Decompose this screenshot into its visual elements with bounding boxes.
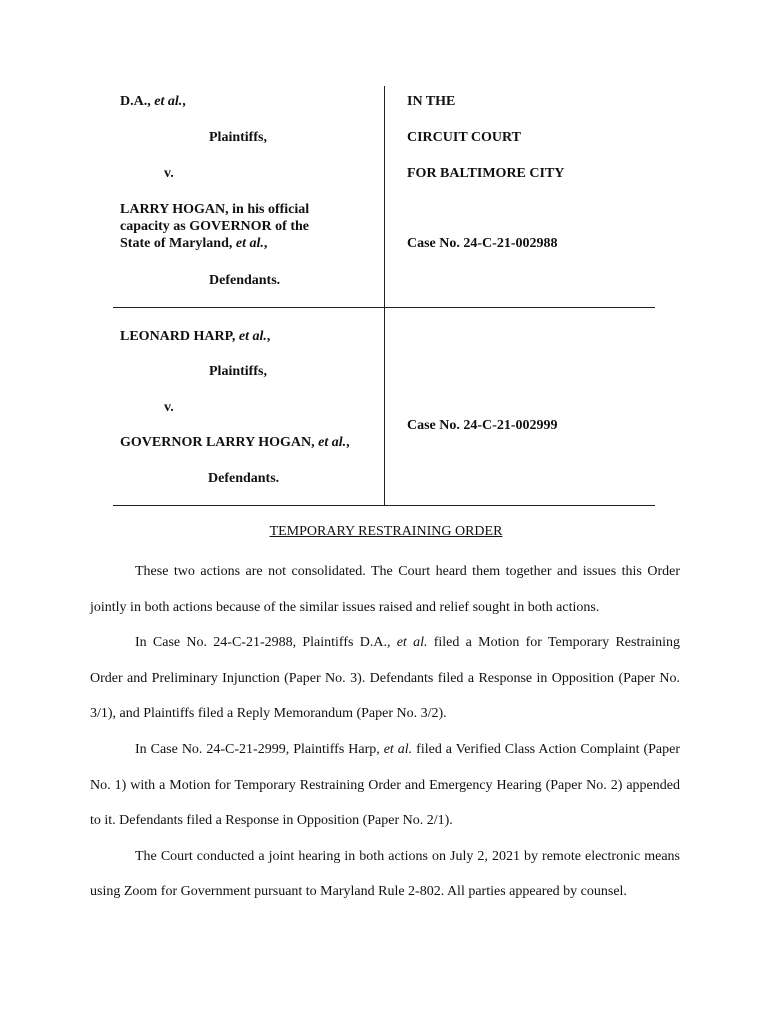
case1-defendant-line3: State of Maryland, et al., <box>120 236 268 251</box>
paragraph-consolidation: These two actions are not consolidated. The Court heard them together and issues this Order jointly in both actions because of the similar issues raised and relief sought in both actions. <box>90 564 680 615</box>
case-caption <box>113 86 655 506</box>
case2-case-number: Case No. 24-C-21-002999 <box>407 418 558 433</box>
case1-defendants-label: Defendants. <box>209 273 281 288</box>
case2-court <box>385 308 655 505</box>
case1-defendant-line1: LARRY HOGAN, in his official <box>120 202 310 217</box>
court-line-in-the: IN THE <box>407 94 456 109</box>
case2-parties <box>113 308 385 505</box>
paragraph-hearing: The Court conducted a joint hearing in both actions on July 2, 2021 by remote electronic means using Zoom for Government pursuant to Maryland Rule 2-802. All parties appeared by counsel. <box>90 848 680 900</box>
case1-defendant-line2: capacity as GOVERNOR of the <box>120 219 309 234</box>
court-line-baltimore-city: FOR BALTIMORE CITY <box>407 166 565 181</box>
case2-defendant-name: GOVERNOR LARRY HOGAN, et al., <box>120 435 350 450</box>
order-title: TEMPORARY RESTRAINING ORDER <box>269 524 503 539</box>
case1-plaintiffs-label: Plaintiffs, <box>209 130 267 145</box>
case1-versus: v. <box>164 166 174 181</box>
case1-plaintiff-name: D.A., et al., <box>120 94 186 109</box>
case2-defendants-label: Defendants. <box>208 471 280 486</box>
case1-case-number: Case No. 24-C-21-002988 <box>407 236 558 251</box>
case2-versus: v. <box>164 400 174 415</box>
paragraph-case-2999: In Case No. 24-C-21-2999, Plaintiffs Harp, et al. filed a Verified Class Action Complaint (Paper No. 1) with a Motion for Temporary Restraining Order and Emergency Hearing (Paper No. 2) appended to it. Defendants filed a Response in Opposition (Paper No. 2/1). <box>90 741 681 829</box>
case-caption-block-1 <box>113 86 655 308</box>
case1-court <box>385 86 655 307</box>
case1-parties <box>113 86 385 307</box>
case-caption-block-2 <box>113 308 655 506</box>
paragraph-case-2988: In Case No. 24-C-21-2988, Plaintiffs D.A., et al. filed a Motion for Temporary Restraining Order and Preliminary Injunction (Paper No. 3). Defendants filed a Response in Opposition (Paper No. 3/1), and Plaintiffs filed a Reply Memorandum (Paper No. 3/2). <box>90 635 680 722</box>
order-body <box>90 522 680 910</box>
case2-plaintiffs-label: Plaintiffs, <box>209 364 267 379</box>
court-line-circuit-court: CIRCUIT COURT <box>407 130 521 145</box>
case2-plaintiff-name: LEONARD HARP, et al., <box>120 329 271 344</box>
